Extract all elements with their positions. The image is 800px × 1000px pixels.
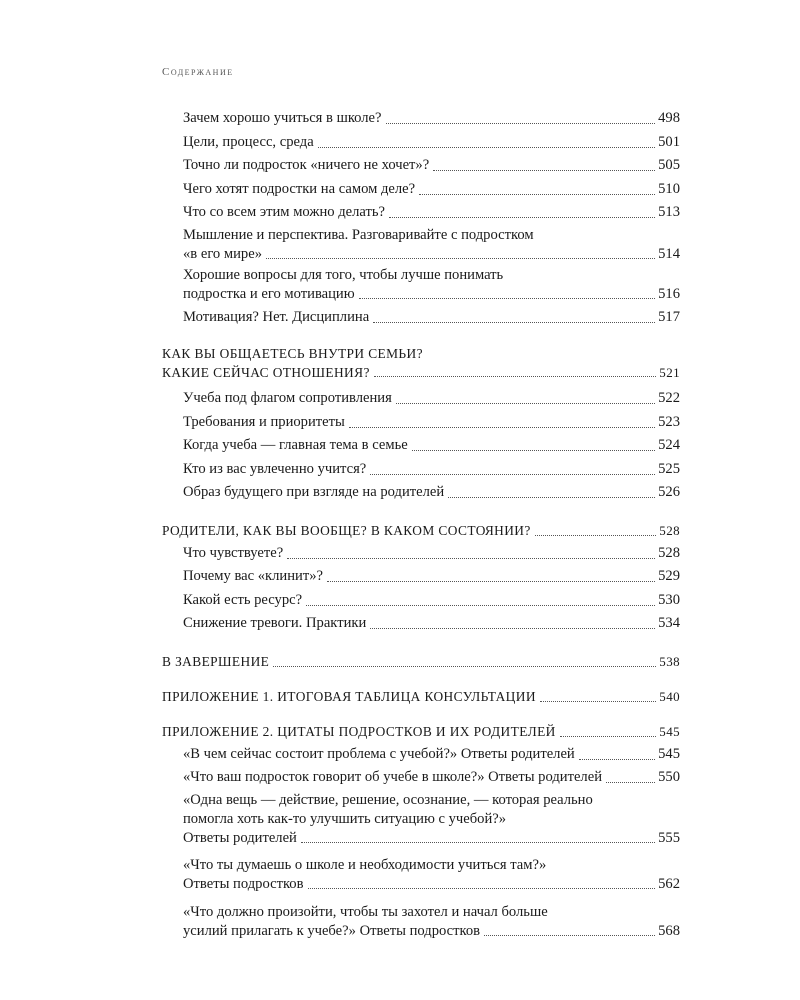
toc-section[interactable]: [162, 344, 680, 382]
toc-entry[interactable]: [162, 566, 680, 587]
leader-dots: [370, 628, 655, 629]
toc-entry-page: 523: [658, 413, 680, 430]
toc-entry-title: Что чувствуете?: [183, 544, 284, 561]
toc-entry-title: Какой есть ресурс?: [183, 591, 303, 608]
toc-section-title: В ЗАВЕРШЕНИЕ: [162, 653, 270, 669]
toc-entry-title: «В чем сейчас состоит проблема с учебой?» Ответы родителей: [183, 745, 575, 762]
leader-dots: [318, 147, 655, 148]
toc-section-title-line: КАК ВЫ ОБЩАЕТЕСЬ ВНУТРИ СЕМЬИ?: [162, 346, 423, 361]
toc-entry[interactable]: [162, 744, 680, 765]
toc-entry[interactable]: [162, 903, 680, 941]
toc-entry-page: 550: [658, 769, 680, 785]
toc-entry[interactable]: [162, 613, 680, 634]
toc-section-title-line: КАКИЕ СЕЙЧАС ОТНОШЕНИЯ?: [162, 365, 370, 380]
toc-entry-title: Мотивация? Нет. Дисциплина: [183, 308, 370, 325]
toc-entry[interactable]: [162, 132, 680, 153]
leader-dots: [370, 474, 655, 475]
toc-entry-title: Цели, процесс, среда: [183, 133, 314, 150]
leader-dots: [273, 666, 656, 667]
toc-entry-page: 562: [658, 876, 680, 892]
leader-dots: [308, 888, 656, 889]
toc-entry-page: 517: [658, 308, 680, 325]
toc-entry[interactable]: [162, 767, 680, 788]
toc-entry-title-line: «Одна вещь — действие, решение, осознание, — которая реально: [183, 791, 593, 808]
leader-dots: [301, 842, 655, 843]
toc-entry-page: 514: [658, 245, 680, 262]
toc-entry-title-line: Ответы родителей: [183, 829, 297, 846]
toc-entry-title: Требования и приоритеты: [183, 413, 345, 430]
toc-entry[interactable]: [162, 155, 680, 176]
toc-section-page: 521: [659, 365, 680, 380]
toc-entry[interactable]: [162, 412, 680, 433]
toc-section-page: 545: [659, 723, 680, 739]
table-of-contents: [162, 108, 680, 943]
toc-entry[interactable]: [162, 388, 680, 409]
toc-entry[interactable]: [162, 791, 680, 848]
toc-entry-page: 501: [658, 133, 680, 150]
toc-entry-title: Когда учеба — главная тема в семье: [183, 437, 408, 453]
toc-section-page: 540: [659, 688, 680, 704]
toc-entry-page: 522: [658, 390, 680, 406]
toc-entry[interactable]: [162, 226, 680, 264]
toc-entry[interactable]: [162, 266, 680, 304]
toc-entry[interactable]: [162, 202, 680, 223]
toc-entry-title: Учеба под флагом сопротивления: [183, 390, 392, 406]
toc-section[interactable]: [162, 520, 680, 541]
toc-entry[interactable]: [162, 179, 680, 200]
toc-entry-page: 526: [658, 484, 680, 500]
leader-dots: [374, 376, 657, 377]
toc-entry-title: Зачем хорошо учиться в школе?: [183, 110, 382, 126]
leader-dots: [448, 497, 655, 498]
toc-entry-title-line: усилий прилагать к учебе?» Ответы подростков: [183, 922, 481, 939]
toc-section[interactable]: [162, 651, 680, 672]
toc-entry-title-line: Мышление и перспектива. Разговаривайте с подростком: [183, 226, 534, 243]
toc-entry-title-line: «в его мире»: [183, 245, 262, 262]
toc-section-page: 538: [659, 653, 680, 669]
leader-dots: [606, 782, 655, 783]
toc-entry-page: 529: [658, 568, 680, 584]
toc-entry-title-line: Хорошие вопросы для того, чтобы лучше понимать: [183, 267, 504, 283]
leader-dots: [419, 194, 655, 195]
leader-dots: [560, 736, 657, 737]
toc-entry[interactable]: [162, 856, 680, 894]
toc-entry-page: 516: [658, 286, 680, 302]
toc-entry-title: Почему вас «клинит»?: [183, 568, 324, 584]
toc-entry-title: Образ будущего при взгляде на родителей: [183, 484, 445, 500]
toc-entry-title-line: подростка и его мотивацию: [183, 286, 355, 302]
toc-entry-title-line: помогла хоть как-то улучшить ситуацию с учебой?»: [183, 810, 507, 827]
toc-entry-title: «Что ваш подросток говорит об учебе в школе?» Ответы родителей: [183, 769, 602, 785]
toc-section[interactable]: [162, 686, 680, 707]
toc-entry-title: Кто из вас увлеченно учится?: [183, 460, 367, 477]
toc-entry-page: 534: [658, 615, 680, 631]
leader-dots: [540, 701, 656, 702]
toc-section-page: 528: [659, 522, 680, 538]
toc-entry[interactable]: [162, 543, 680, 564]
toc-entry-page: 498: [658, 110, 680, 126]
leader-dots: [359, 298, 655, 299]
toc-entry[interactable]: [162, 435, 680, 456]
leader-dots: [266, 258, 655, 259]
toc-section-title: ПРИЛОЖЕНИЕ 2. ЦИТАТЫ ПОДРОСТКОВ И ИХ РОДИТЕЛЕЙ: [162, 723, 556, 739]
running-header: Содержание: [162, 66, 234, 78]
leader-dots: [373, 322, 655, 323]
leader-dots: [396, 403, 655, 404]
toc-entry-page: 505: [658, 157, 680, 173]
toc-entry-page: 530: [658, 591, 680, 608]
leader-dots: [386, 123, 656, 124]
toc-entry-page: 555: [658, 829, 680, 846]
leader-dots: [433, 170, 655, 171]
toc-entry[interactable]: [162, 459, 680, 480]
toc-section-title: РОДИТЕЛИ, КАК ВЫ ВООБЩЕ? В КАКОМ СОСТОЯНИИ?: [162, 522, 531, 538]
leader-dots: [327, 581, 655, 582]
toc-section-title: ПРИЛОЖЕНИЕ 1. ИТОГОВАЯ ТАБЛИЦА КОНСУЛЬТАЦИИ: [162, 688, 536, 704]
leader-dots: [484, 935, 655, 936]
leader-dots: [287, 558, 655, 559]
toc-entry-page: 513: [658, 204, 680, 220]
toc-entry[interactable]: [162, 108, 680, 129]
leader-dots: [349, 427, 655, 428]
toc-entry[interactable]: [162, 590, 680, 611]
leader-dots: [306, 605, 655, 606]
leader-dots: [389, 217, 655, 218]
toc-entry[interactable]: [162, 482, 680, 503]
toc-entry-page: 568: [658, 922, 680, 939]
toc-entry-title-line: «Что должно произойти, чтобы ты захотел и начал больше: [183, 903, 548, 920]
toc-entry-title: Снижение тревоги. Практики: [183, 615, 367, 631]
leader-dots: [579, 759, 655, 760]
toc-entry-page: 524: [658, 437, 680, 453]
toc-entry-title: Чего хотят подростки на самом деле?: [183, 180, 416, 197]
leader-dots: [412, 450, 655, 451]
toc-entry[interactable]: [162, 307, 680, 328]
toc-entry-title-line: Ответы подростков: [183, 876, 304, 892]
toc-entry-page: 545: [658, 745, 680, 762]
toc-entry-title: Что со всем этим можно делать?: [183, 204, 385, 220]
toc-section[interactable]: [162, 721, 680, 742]
toc-entry-page: 510: [658, 180, 680, 197]
leader-dots: [535, 535, 657, 536]
toc-entry-title: Точно ли подросток «ничего не хочет»?: [183, 157, 430, 173]
toc-entry-page: 525: [658, 460, 680, 477]
toc-entry-title-line: «Что ты думаешь о школе и необходимости учиться там?»: [183, 857, 547, 873]
toc-entry-page: 528: [658, 544, 680, 561]
